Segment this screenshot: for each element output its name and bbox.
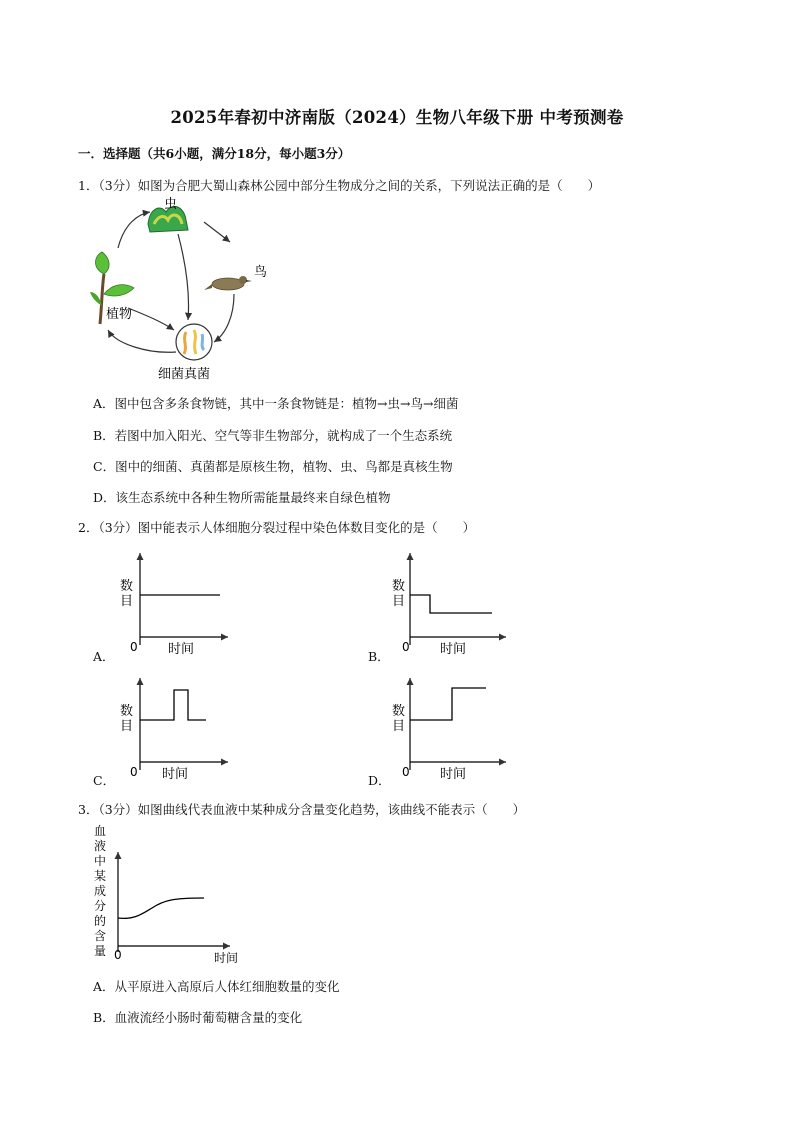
graph-ylabel [94,824,106,958]
blood-content-graph [88,822,248,972]
graph-xlabel: 时间 [214,951,239,965]
graph-d-xlabel: 时间 [440,767,467,782]
graph-d-origin: 0 [402,765,410,779]
question-3-stem: 3．（3分）如图曲线代表血液中某种成分含量变化趋势，该曲线不能表示（ ） [78,802,526,817]
svg-text:某: 某 [94,869,107,883]
decomposer-picture [176,324,212,360]
question-3-option-b[interactable]: B．血液流经小肠时葡萄糖含量的变化 [93,1010,303,1025]
graph-b-origin: 0 [402,640,410,654]
svg-text:中: 中 [94,854,107,868]
graph-c-xlabel: 时间 [162,767,189,782]
graph-c-ylabel-1: 数 [120,704,134,719]
graph-c-origin: 0 [130,765,138,779]
decomposer-label: 细菌真菌 [158,367,211,382]
question-1-option-d[interactable]: D．该生态系统中各种生物所需能量最终来自绿色植物 [93,490,391,505]
bird-picture [204,276,252,290]
svg-text:含: 含 [94,929,107,943]
graph-b [380,545,520,663]
question-1-option-c[interactable]: C．图中的细菌、真菌都是原核生物，植物、虫、鸟都是真核生物 [93,459,453,474]
question-1-stem: 1．（3分）如图为合肥大蜀山森林公园中部分生物成分之间的关系，下列说法正确的是（ ） [78,178,601,193]
graph-d-letter[interactable]: D． [368,773,391,788]
svg-text:成: 成 [94,884,107,898]
question-1-option-a[interactable]: A．图中包含多条食物链，其中一条食物链是：植物→虫→鸟→细菌 [93,396,459,411]
graph-b-ylabel-1: 数 [392,579,406,594]
graph-a-xlabel: 时间 [168,642,195,657]
graph-d [380,670,520,788]
section-heading: 一．选择题（共6小题，满分18分，每小题3分） [78,146,351,161]
graph-d-ylabel-2: 目 [392,719,406,734]
graph-d-ylabel-1: 数 [392,704,406,719]
graph-a-letter[interactable]: A． [93,649,115,664]
bird-label: 鸟 [254,265,268,280]
plant-label: 植物 [106,307,133,322]
graph-b-ylabel-2: 目 [392,594,406,609]
question-1-option-b[interactable]: B．若图中加入阳光、空气等非生物部分，就构成了一个生态系统 [93,428,453,443]
question-2-stem: 2．（3分）图中能表示人体细胞分裂过程中染色体数目变化的是（ ） [78,520,476,535]
graph-b-xlabel: 时间 [440,642,467,657]
svg-text:分: 分 [94,899,107,913]
graph-a-ylabel-1: 数 [120,579,134,594]
svg-text:液: 液 [94,839,107,853]
graph-a-ylabel-2: 目 [120,594,134,609]
graph-c [110,670,240,788]
graph-c-ylabel-2: 目 [120,719,134,734]
graph-a [110,545,240,663]
graph-origin: 0 [114,948,122,962]
graph-c-letter[interactable]: C． [93,773,116,788]
question-3-option-a[interactable]: A．从平原进入高原后人体红细胞数量的变化 [93,979,340,994]
graph-b-letter[interactable]: B． [368,649,390,664]
food-web-diagram [88,194,288,384]
svg-text:的: 的 [94,914,107,928]
insect-label: 虫 [164,197,178,212]
svg-text:量: 量 [94,944,107,958]
graph-a-origin: 0 [130,640,138,654]
svg-text:血: 血 [94,824,107,838]
page-title: 2025年春初中济南版（2024）生物八年级下册 中考预测卷 [170,108,624,127]
